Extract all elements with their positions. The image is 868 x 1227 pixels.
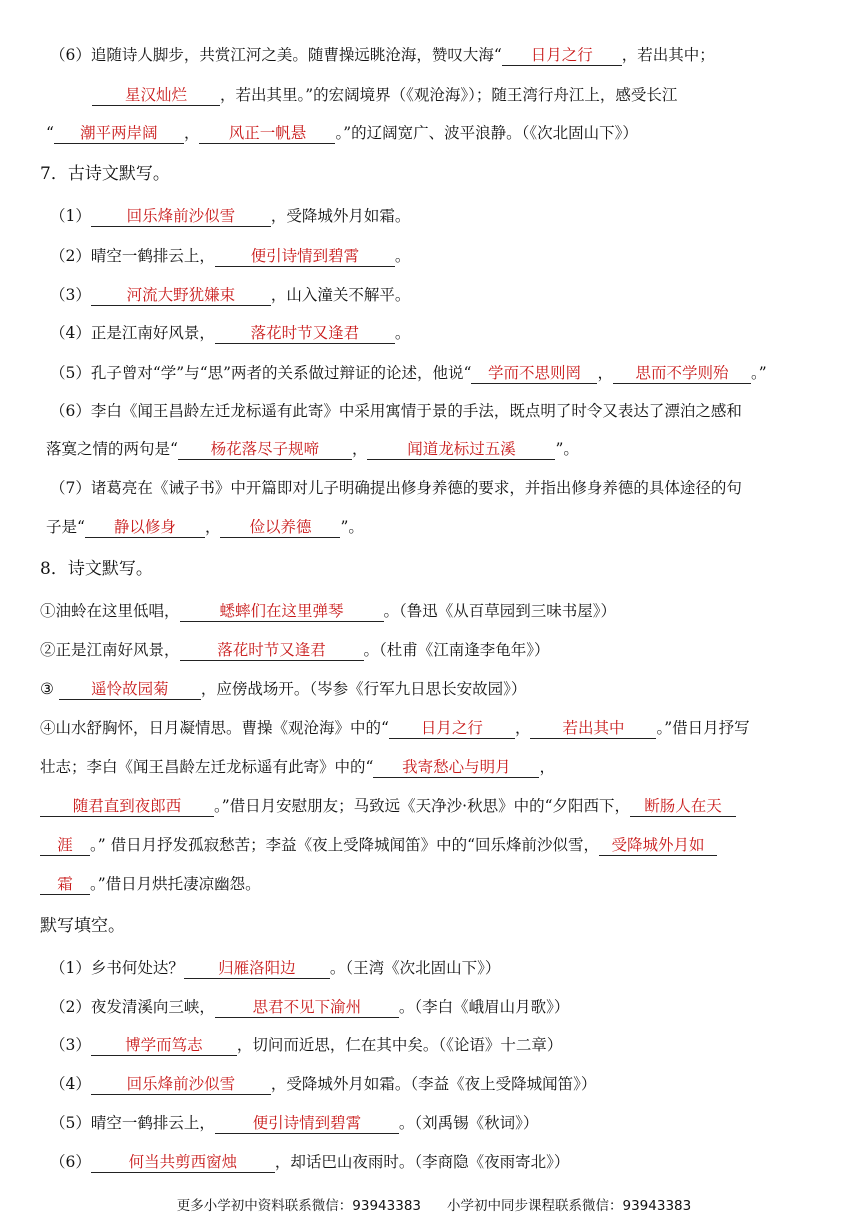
text: 子是“ bbox=[46, 518, 85, 536]
answer-blank[interactable]: 思君不见下渝州 bbox=[215, 997, 399, 1018]
text: （5）晴空一鹤排云上， bbox=[50, 1114, 215, 1132]
text: （6）追随诗人脚步，共赏江河之美。随曹操远眺沧海，赞叹大海“ bbox=[50, 46, 502, 64]
answer-blank[interactable]: 俭以养德 bbox=[220, 517, 340, 538]
text: 。（王湾《次北固山下》） bbox=[329, 959, 501, 977]
sec6-line-1 bbox=[50, 44, 715, 66]
sec6-line-3 bbox=[46, 122, 638, 144]
text: 。（鲁迅《从百草园到三味书屋》） bbox=[383, 602, 617, 620]
text: ③ bbox=[40, 680, 59, 698]
answer-blank[interactable]: 落花时节又逢君 bbox=[215, 323, 395, 344]
answer-blank[interactable]: 思而不学则殆 bbox=[613, 363, 751, 384]
answer-blank[interactable]: 杨花落尽子规啼 bbox=[178, 439, 352, 460]
answer-blank[interactable]: 便引诗情到碧霄 bbox=[215, 246, 395, 267]
answer-blank[interactable]: 受降城外月如 bbox=[599, 835, 717, 856]
text: （4）正是江南好风景， bbox=[50, 324, 215, 342]
sec9-q2 bbox=[50, 996, 569, 1018]
text: （1） bbox=[50, 207, 91, 225]
text: 。”借日月抒写 bbox=[656, 719, 750, 737]
text: ，受降城外月如霜。 bbox=[270, 207, 411, 225]
sec8-q4-line-1 bbox=[40, 717, 750, 739]
text: （4） bbox=[50, 1075, 91, 1093]
answer-blank[interactable]: 便引诗情到碧霄 bbox=[215, 1113, 399, 1134]
text: ， bbox=[597, 364, 613, 382]
sec8-q3 bbox=[40, 678, 526, 700]
answer-blank[interactable]: 学而不思则罔 bbox=[471, 363, 597, 384]
text: ，山入潼关不解平。 bbox=[270, 286, 411, 304]
answer-blank[interactable]: 回乐烽前沙似雪 bbox=[91, 206, 271, 227]
text: ，却话巴山夜雨时。（李商隐《夜雨寄北》） bbox=[274, 1153, 570, 1171]
text: ”。 bbox=[340, 518, 364, 536]
text: 。” 借日月抒发孤寂愁苦；李益《夜上受降城闻笛》中的“回乐烽前沙似雪， bbox=[90, 836, 600, 854]
answer-blank[interactable]: 博学而笃志 bbox=[91, 1035, 237, 1056]
sec9-q6 bbox=[50, 1151, 569, 1173]
text: ”。 bbox=[555, 440, 579, 458]
answer-blank[interactable]: 随君直到夜郎西 bbox=[40, 796, 214, 817]
text: ，切问而近思，仁在其中矣。（《论语》十二章） bbox=[236, 1036, 563, 1054]
text: 。” bbox=[751, 364, 767, 382]
text: （2）晴空一鹤排云上， bbox=[50, 247, 215, 265]
section-fill-title: 默写填空。 bbox=[40, 916, 125, 936]
sec7-q6-line-1: （6）李白《闻王昌龄左迁龙标遥有此寄》中采用寓情于景的手法，既点明了时令又表达了漂泊之感和 bbox=[50, 402, 742, 420]
answer-blank[interactable]: 静以修身 bbox=[85, 517, 205, 538]
footer-contact-left: 更多小学初中资料联系微信：93943383 bbox=[176, 1198, 421, 1214]
text: （5）孔子曾对“学”与“思”两者的关系做过辩证的论述，他说“ bbox=[50, 364, 472, 382]
footer-contact-right: 小学初中同步课程联系微信：93943383 bbox=[447, 1198, 692, 1214]
answer-blank[interactable]: 何当共剪西窗烛 bbox=[91, 1152, 275, 1173]
text: 。（杜甫《江南逢李龟年》） bbox=[363, 641, 550, 659]
sec7-q5 bbox=[50, 362, 767, 384]
section-8-title: 8．诗文默写。 bbox=[40, 559, 153, 579]
sec9-q5 bbox=[50, 1112, 538, 1134]
answer-blank[interactable]: 星汉灿烂 bbox=[92, 85, 220, 106]
text: （3） bbox=[50, 286, 91, 304]
text: （2）夜发清溪向三峡， bbox=[50, 998, 215, 1016]
sec7-q7-line-2 bbox=[46, 516, 364, 538]
text: （3） bbox=[50, 1036, 91, 1054]
answer-blank[interactable]: 潮平两岸阔 bbox=[54, 123, 184, 144]
answer-blank[interactable]: 日月之行 bbox=[502, 45, 622, 66]
text: ， bbox=[514, 719, 531, 737]
text: 。”借日月安慰朋友；马致远《天净沙·秋思》中的“夕阳西下， bbox=[214, 797, 631, 815]
answer-blank[interactable]: 霜 bbox=[40, 874, 90, 895]
sec7-q1 bbox=[50, 205, 410, 227]
answer-blank[interactable]: 回乐烽前沙似雪 bbox=[91, 1074, 271, 1095]
text: ， bbox=[183, 124, 200, 142]
answer-blank[interactable]: 河流大野犹嫌束 bbox=[91, 285, 271, 306]
text: ①油蛉在这里低唱， bbox=[40, 602, 180, 620]
section-7-title: 7．古诗文默写。 bbox=[40, 164, 170, 184]
answer-blank[interactable]: 归雁洛阳边 bbox=[184, 958, 330, 979]
text: （6） bbox=[50, 1153, 91, 1171]
text: 。（李白《峨眉山月歌》） bbox=[398, 998, 570, 1016]
sec7-q3 bbox=[50, 284, 410, 306]
answer-blank[interactable]: 闻道龙标过五溪 bbox=[367, 439, 555, 460]
text: ， bbox=[351, 440, 368, 458]
answer-blank[interactable]: 涯 bbox=[40, 835, 90, 856]
text: 。”借日月烘托凄凉幽怨。 bbox=[90, 875, 261, 893]
sec7-q4 bbox=[50, 322, 410, 344]
text: ②正是江南好风景， bbox=[40, 641, 180, 659]
sec7-q2 bbox=[50, 245, 410, 267]
text: ，受降城外月如霜。（李益《夜上受降城闻笛》） bbox=[270, 1075, 597, 1093]
text: ，应傍战场开。（岑参《行军九日思长安故园》） bbox=[200, 680, 527, 698]
answer-blank[interactable]: 风正一帆悬 bbox=[199, 123, 335, 144]
answer-blank[interactable]: 遥怜故园菊 bbox=[59, 679, 201, 700]
text: （1）乡书何处达？ bbox=[50, 959, 184, 977]
answer-blank[interactable]: 蟋蟀们在这里弹琴 bbox=[180, 601, 384, 622]
sec6-line-2 bbox=[92, 84, 677, 106]
answer-blank[interactable]: 断肠人在天 bbox=[630, 796, 736, 817]
text: ， bbox=[204, 518, 221, 536]
sec7-q6-line-2 bbox=[46, 438, 579, 460]
answer-blank[interactable]: 日月之行 bbox=[389, 718, 515, 739]
sec8-q2 bbox=[40, 639, 550, 661]
text: ， bbox=[539, 758, 555, 776]
sec9-q3 bbox=[50, 1034, 562, 1056]
sec8-q4-line-5 bbox=[40, 873, 261, 895]
text: ，若出其中； bbox=[621, 46, 715, 64]
answer-blank[interactable]: 若出其中 bbox=[530, 718, 656, 739]
sec7-q7-line-1: （7）诸葛亮在《诫子书》中开篇即对儿子明确提出修身养德的要求，并指出修身养德的具体途径的句 bbox=[50, 479, 742, 497]
text: 。 bbox=[394, 247, 411, 265]
sec9-q1 bbox=[50, 957, 500, 979]
text: 落寞之情的两句是“ bbox=[46, 440, 178, 458]
answer-blank[interactable]: 我寄愁心与明月 bbox=[373, 757, 539, 778]
page-footer bbox=[0, 1194, 868, 1214]
text: 。 bbox=[394, 324, 411, 342]
text: ④山水舒胸怀，日月凝情思。曹操《观沧海》中的“ bbox=[40, 719, 389, 737]
text: ，若出其里。”的宏阔境界（《观沧海》）；随王湾行舟江上，感受长江 bbox=[220, 86, 678, 104]
sec8-q4-line-2 bbox=[40, 756, 555, 778]
text: 壮志；李白《闻王昌龄左迁龙标遥有此寄》中的“ bbox=[40, 758, 374, 776]
sec9-q4 bbox=[50, 1073, 596, 1095]
sec8-q4-line-4 bbox=[40, 834, 717, 856]
sec8-q1 bbox=[40, 600, 616, 622]
sec8-q4-line-3 bbox=[40, 795, 736, 817]
answer-blank[interactable]: 落花时节又逢君 bbox=[180, 640, 364, 661]
text: 。”的辽阔宽广、波平浪静。（《次北固山下》） bbox=[335, 124, 638, 142]
text: 。（刘禹锡《秋词》） bbox=[398, 1114, 539, 1132]
text: “ bbox=[46, 124, 54, 142]
